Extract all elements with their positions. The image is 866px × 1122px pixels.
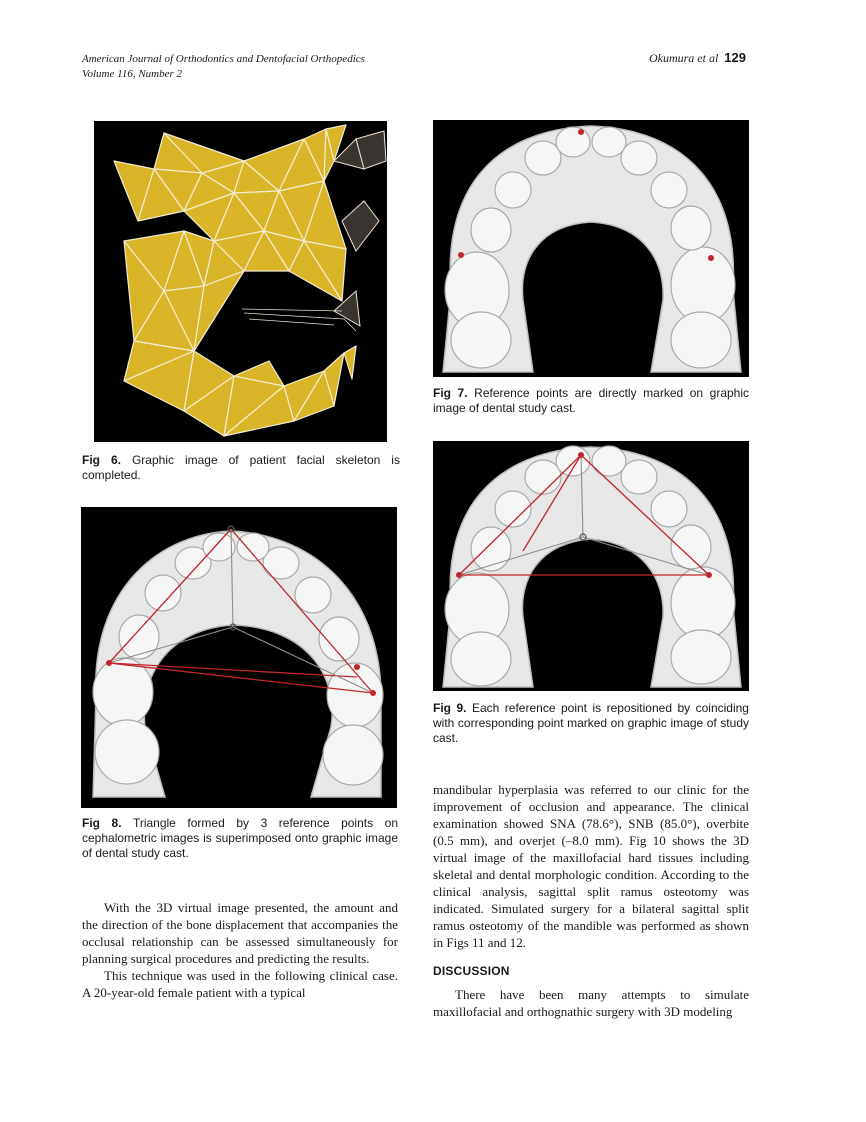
fig7-caption-text: Reference points are directly marked on graphic image of dental study cast. (433, 386, 750, 415)
fig7-image (433, 120, 749, 377)
page-number: 129 (724, 50, 746, 65)
fig6-label: Fig 6. (82, 453, 121, 467)
fig8-label: Fig 8. (82, 816, 122, 830)
body-paragraph: With the 3D virtual image presented, the amount and the direction of the bone displacement that accompanies the occlusal relationship can be assessed simultaneously for planning surgical procedures and predicting the results. (82, 900, 398, 966)
fig9-caption (433, 701, 749, 746)
fig8-caption (82, 816, 398, 861)
fig9-caption-text: Each reference point is repositioned by coinciding with corresponding point marked on graphic image of study cast. (433, 701, 749, 745)
section-heading-discussion: DISCUSSION (433, 964, 510, 978)
fig9-image (433, 441, 749, 691)
fig7-label: Fig 7. (433, 386, 468, 400)
journal-title: American Journal of Orthodontics and Dentofacial Orthopedics (82, 53, 365, 65)
journal-volume: Volume 116, Number 2 (82, 68, 183, 80)
fig6-caption (82, 453, 400, 483)
fig8-image (81, 507, 397, 808)
body-paragraph: This technique was used in the following clinical case. A 20-year-old female patient with a typical (82, 968, 398, 1000)
authors: Okumura et al (648, 51, 719, 65)
fig8-caption-text: Triangle formed by 3 reference points on cephalometric images is superimposed onto graphic image of dental study cast. (82, 816, 399, 860)
left-column-text (82, 899, 398, 1001)
running-header-left (82, 52, 365, 82)
running-header-right (649, 50, 746, 66)
body-paragraph: mandibular hyperplasia was referred to our clinic for the improvement of occlusion and appearance. The clinical examination showed SNA (78.6°), SNB (85.0°), overbite (0.5 mm), and overjet (–8.0 mm). Fig 10 shows the 3D virtual image of the maxillofacial hard tissues including skeletal and dental morphologic condition. According to the clinical analysis, sagittal split ramus osteotomy was indicated. Simulated surgery for a bilateral sagittal split ramus osteotomy of the mandible was performed as shown in Figs 11 and 12. (433, 782, 749, 950)
fig7-caption (433, 386, 749, 416)
fig6-image (94, 121, 387, 442)
right-column-text (433, 781, 749, 1020)
fig9-label: Fig 9. (433, 701, 467, 715)
body-paragraph: There have been many attempts to simulate maxillofacial and orthognathic surgery with 3D modeling (433, 987, 749, 1019)
fig6-caption-text: Graphic image of patient facial skeleton is completed. (82, 453, 400, 482)
